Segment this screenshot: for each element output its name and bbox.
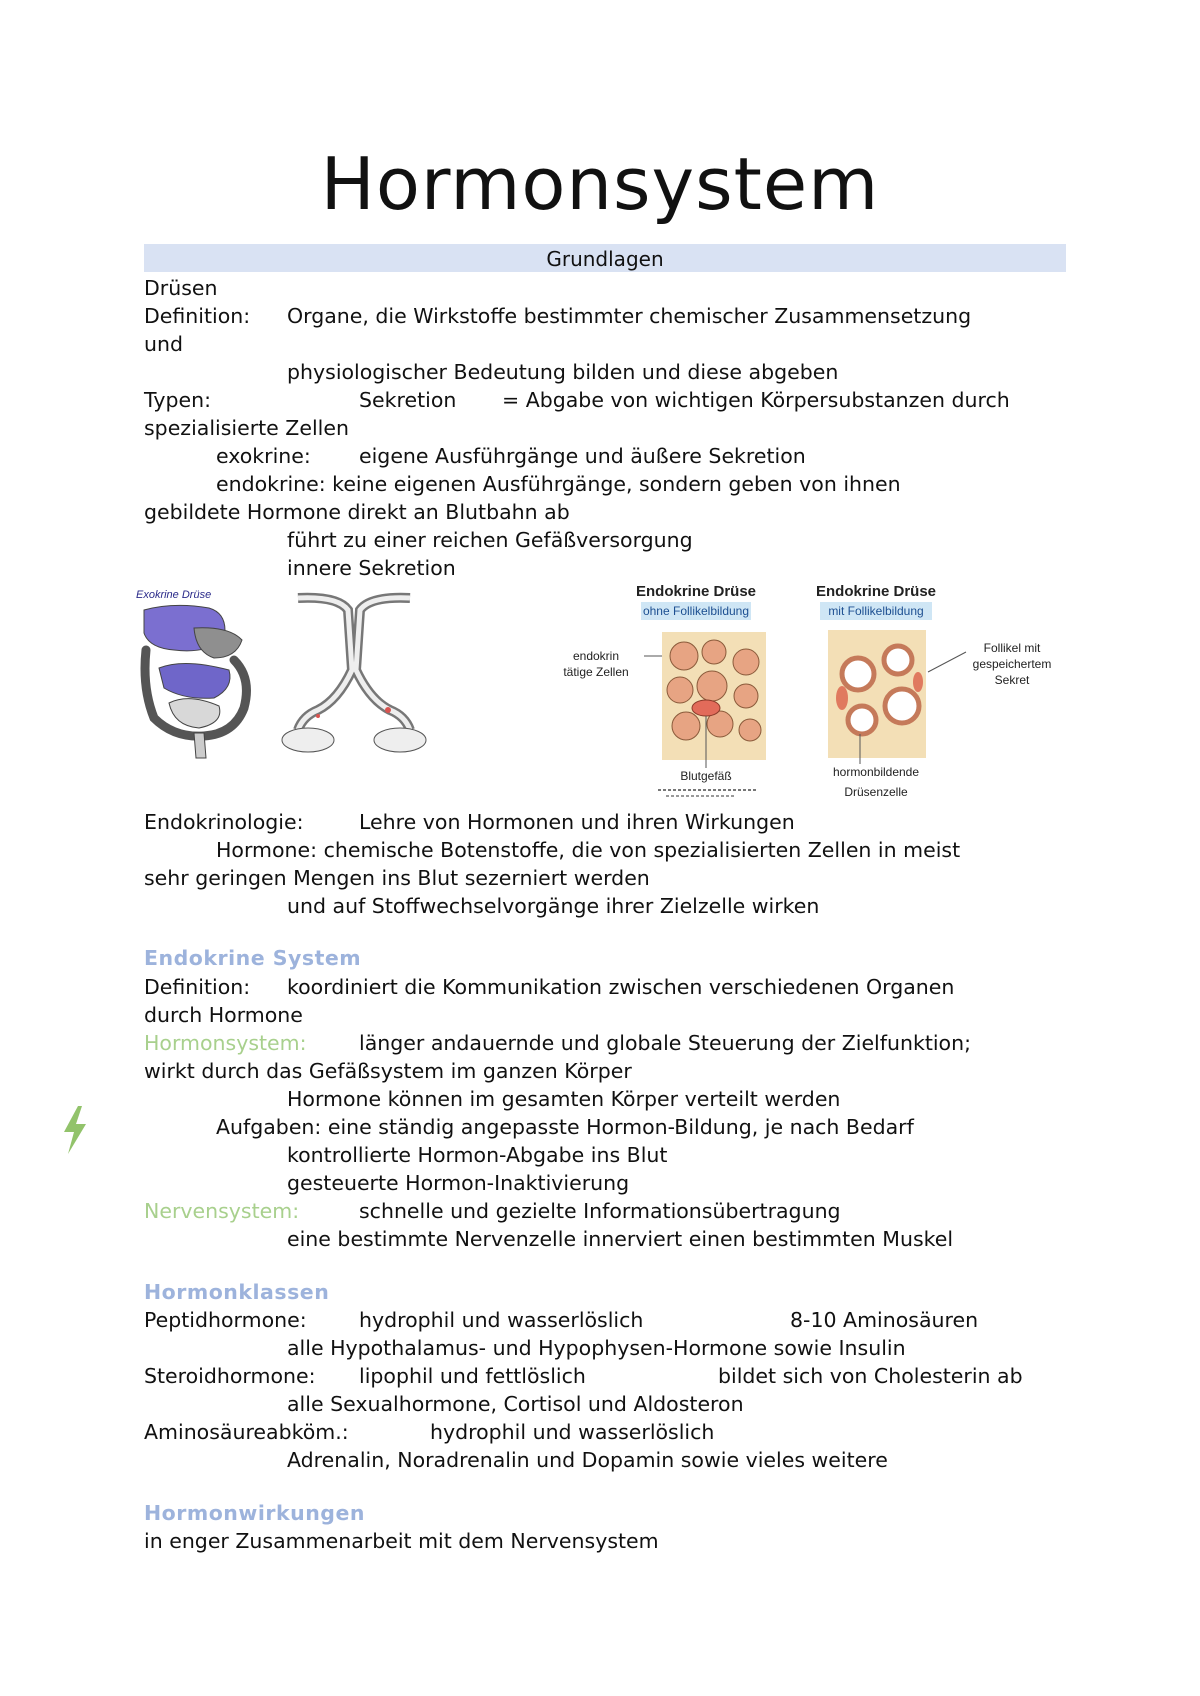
hormonwirkungen-heading: Hormonwirkungen — [144, 1501, 365, 1525]
peptid-note: 8-10 Aminosäuren — [790, 1308, 979, 1332]
peptid-text: hydrophil und wasserlöslich — [359, 1308, 644, 1332]
endo2-label-follikel: gespeichertem — [972, 657, 1052, 671]
exokrine-text: eigene Ausführgänge und äußere Sekretion — [359, 444, 806, 468]
exokrine-ausfuehrgang-figure — [278, 590, 430, 760]
endokrine-text-cont: führt zu einer reichen Gefäßversorgung — [287, 528, 693, 552]
page-title: Hormonsystem — [320, 142, 880, 226]
endo1-title: Endokrine Drüse — [635, 583, 757, 600]
steroid-examples: alle Sexualhormone, Cortisol und Aldosteron — [287, 1392, 744, 1416]
endo1-label-cells: endokrin — [572, 649, 620, 663]
hormonklassen-heading: Hormonklassen — [144, 1280, 330, 1304]
hormonwirkungen-text: in enger Zusammenarbeit mit dem Nervensystem — [144, 1529, 659, 1553]
endo1-label-vessel: Blutgefäß — [680, 769, 732, 783]
typen-text: = Abgabe von wichtigen Körpersubstanzen durch — [502, 388, 1010, 412]
hormonsystem-label: Hormonsystem: — [144, 1031, 307, 1055]
steroid-text: lipophil und fettlöslich — [359, 1364, 586, 1388]
endo2-label-cell: hormonbildende — [832, 765, 920, 779]
typen-text-cont: spezialisierte Zellen — [144, 416, 349, 440]
steroid-note: bildet sich von Cholesterin ab — [718, 1364, 1023, 1388]
lightning-bolt-icon — [62, 1106, 88, 1154]
hormonsystem-text: länger andauernde und globale Steuerung der Zielfunktion; — [359, 1031, 971, 1055]
definition-label: Definition: — [144, 304, 251, 328]
nervensystem-text: schnelle und gezielte Informationsübertragung — [359, 1199, 841, 1223]
endo2-label-follikel: Follikel mit — [983, 641, 1041, 655]
exokrine-figure-title: Exokrine Drüse — [136, 589, 212, 601]
es-definition-label: Definition: — [144, 975, 251, 999]
exokrine-label: exokrine: — [216, 444, 311, 468]
amino-text: hydrophil und wasserlöslich — [430, 1420, 715, 1444]
aufgaben-text-cont: gesteuerte Hormon-Inaktivierung — [287, 1171, 630, 1195]
hormone-definition-cont: und auf Stoffwechselvorgänge ihrer Zielzelle wirken — [287, 894, 820, 918]
druesen-heading: Drüsen — [144, 276, 218, 300]
amino-label: Aminosäureabköm.: — [144, 1420, 349, 1444]
hormone-definition: Hormone: chemische Botenstoffe, die von spezialisierten Zellen in meist — [216, 838, 961, 862]
definition-text-cont: und — [144, 332, 183, 356]
section-bar-grundlagen: Grundlagen — [144, 244, 1066, 272]
definition-text-cont: physiologischer Bedeutung bilden und diese abgeben — [287, 360, 839, 384]
aufgaben-text-cont: kontrollierte Hormon-Abgabe ins Blut — [287, 1143, 668, 1167]
steroid-label: Steroidhormone: — [144, 1364, 316, 1388]
hormonsystem-text-cont: Hormone können im gesamten Körper verteilt werden — [287, 1087, 841, 1111]
amino-examples: Adrenalin, Noradrenalin und Dopamin sowie vieles weitere — [287, 1448, 888, 1472]
endokrine-druese-ohne-follikel-figure — [556, 582, 786, 800]
endo2-label-follikel: Sekret — [994, 673, 1030, 687]
peptid-label: Peptidhormone: — [144, 1308, 307, 1332]
endo2-title: Endokrine Drüse — [815, 583, 937, 600]
endokrinologie-label: Endokrinologie: — [144, 810, 304, 834]
hormonsystem-text-cont: wirkt durch das Gefäßsystem im ganzen Körper — [144, 1059, 632, 1083]
exokrine-druese-figure — [134, 588, 264, 764]
endo2-subtitle: mit Follikelbildung — [828, 604, 924, 618]
es-definition-text: koordiniert die Kommunikation zwischen verschiedenen Organen — [287, 975, 955, 999]
es-definition-text-cont: durch Hormone — [144, 1003, 303, 1027]
endokrinologie-text: Lehre von Hormonen und ihren Wirkungen — [359, 810, 795, 834]
endo2-label-cell: Drüsenzelle — [844, 785, 908, 799]
definition-text: Organe, die Wirkstoffe bestimmter chemischer Zusammensetzung — [287, 304, 972, 328]
typen-sekretion: Sekretion — [359, 388, 457, 412]
endokrine-text: endokrine: keine eigenen Ausführgänge, sondern geben von ihnen — [216, 472, 901, 496]
endokrine-text-cont: innere Sekretion — [287, 556, 456, 580]
endokrine-text-cont: gebildete Hormone direkt an Blutbahn ab — [144, 500, 570, 524]
peptid-examples: alle Hypothalamus- und Hypophysen-Hormone sowie Insulin — [287, 1336, 906, 1360]
typen-label: Typen: — [144, 388, 211, 412]
aufgaben-text: Aufgaben: eine ständig angepasste Hormon-Bildung, je nach Bedarf — [216, 1115, 914, 1139]
endo1-subtitle: ohne Follikelbildung — [642, 604, 750, 618]
endo1-label-cells: tätige Zellen — [563, 665, 629, 679]
hormone-definition-cont: sehr geringen Mengen ins Blut sezerniert werden — [144, 866, 650, 890]
endokrine-druese-mit-follikel-figure — [790, 582, 1070, 800]
nervensystem-label: Nervensystem: — [144, 1199, 300, 1223]
nervensystem-text-cont: eine bestimmte Nervenzelle innerviert einen bestimmten Muskel — [287, 1227, 954, 1251]
endokrine-system-heading: Endokrine System — [144, 946, 362, 970]
